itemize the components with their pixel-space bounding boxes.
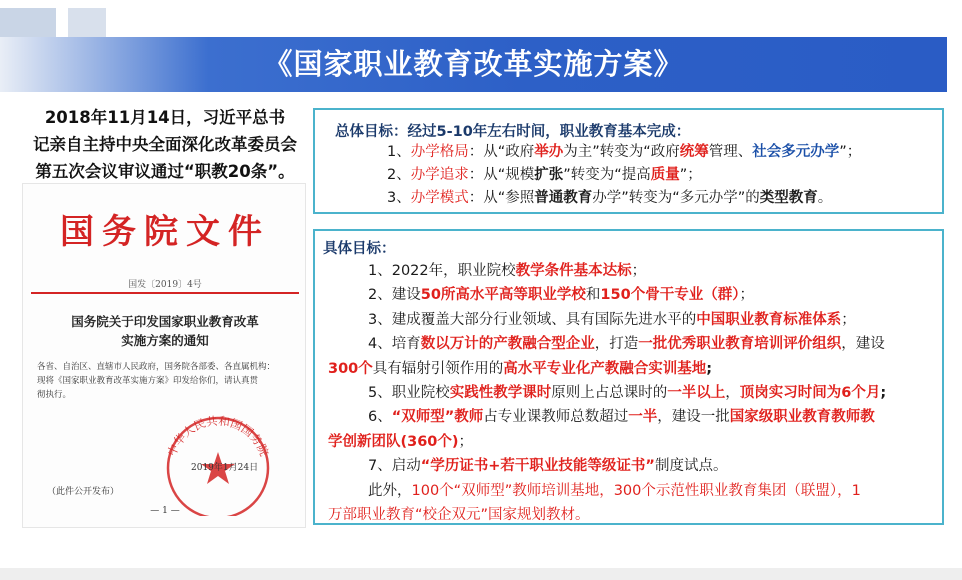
item-number: 2、 [387, 167, 411, 183]
overall-goal-item [387, 164, 702, 186]
document-number: 国发〔2019〕4号 [128, 280, 202, 290]
intro-note-line: 记亲自主持中央全面深化改革委员会 [33, 135, 297, 154]
emphasis: 50所高水平高等职业学校 [420, 287, 586, 304]
document-heading-line: 国务院关于印发国家职业教育改革 [71, 314, 259, 329]
document-heading [23, 312, 307, 350]
overall-goals-heading: 总体目标：经过5-10年左右时间，职业教育基本完成： [335, 124, 691, 140]
text-span: 办学”转变为“多元办学”的 [592, 190, 760, 206]
text-span: 此外， [368, 482, 412, 499]
text-span: 6、 [368, 409, 392, 426]
text-span: 为主”转变为“政府 [563, 144, 680, 160]
text-span: ”； [679, 167, 702, 183]
highlight: 100个“双师型”教师培训基地，300个示范性职业教育集团（联盟），1 [411, 482, 861, 499]
emphasis: 实践性教学课时 [449, 385, 552, 402]
emphasis: 国家级职业教育教师教 [729, 409, 875, 426]
page-title: 《国家职业教育改革实施方案》 [263, 47, 684, 81]
intro-note [24, 104, 306, 185]
text-span: ; [706, 360, 713, 377]
state-council-document-image [22, 183, 306, 528]
specific-goal-item [328, 283, 935, 307]
text-span: 。 [817, 190, 833, 206]
text-span: 占专业课教师总数超过 [483, 409, 629, 426]
text-span: 和 [585, 287, 601, 304]
emphasis: 一批优秀职业教育培训评价组织 [638, 336, 842, 353]
specific-goals-list [328, 259, 935, 527]
emphasis: 数以万计的产教融合型企业 [420, 336, 595, 353]
text-span: ； [458, 433, 474, 450]
text-span: 5、职业院校 [368, 385, 450, 402]
emphasis: 普通教育 [534, 190, 593, 206]
specific-goal-continuation [328, 430, 935, 454]
emphasis: “双师型”教师 [391, 409, 484, 426]
emphasis: 高水平专业化产教融合实训基地 [503, 360, 707, 377]
item-number: 3、 [387, 190, 411, 206]
text-span: 7、启动 [368, 458, 421, 475]
specific-goal-item [328, 405, 935, 429]
text-span: ，建设一批 [657, 409, 730, 426]
emphasis: 中国职业教育标准体系 [696, 311, 842, 328]
document-red-rule [31, 292, 299, 294]
goal-label: 办学追求 [410, 167, 469, 183]
text-span: ，建设 [841, 336, 885, 353]
decorative-square [68, 8, 106, 38]
emphasis: 一半 [628, 409, 658, 426]
text-span: ， [725, 385, 740, 402]
specific-goals-heading: 具体目标： [323, 241, 396, 257]
document-body-line: 现将《国家职业教育改革实施方案》印发给你们，请认真贯 [37, 376, 259, 386]
text-span: ； [739, 287, 754, 304]
item-number: 1、 [387, 144, 411, 160]
emphasis: 类型教育 [759, 190, 818, 206]
overall-goal-item [387, 141, 861, 163]
overall-goals-box [313, 108, 944, 214]
emphasis: 150个骨干专业（群） [600, 287, 740, 304]
text-span: 管理、 [708, 144, 753, 160]
specific-goals-box [313, 229, 944, 525]
frame-bottom-strip [0, 568, 962, 580]
text-span: ； [631, 263, 647, 279]
decorative-square [0, 8, 56, 38]
document-heading-line: 实施方案的通知 [121, 333, 209, 348]
emphasis: 社会多元办学 [752, 144, 840, 160]
text-span: ”； [839, 144, 862, 160]
document-public-note: （此件公开发布） [47, 487, 120, 497]
specific-goal-continuation [328, 357, 935, 381]
text-span: ; [880, 385, 887, 402]
specific-goal-continuation [328, 503, 935, 527]
emphasis: 举办 [534, 144, 564, 160]
specific-goal-item [328, 259, 935, 283]
text-span: 原则上占总课时的 [551, 385, 668, 402]
specific-goal-item [328, 479, 935, 503]
emphasis: 300个 [328, 360, 373, 377]
specific-goal-item [328, 332, 935, 356]
specific-goal-item [328, 381, 935, 405]
intro-note-line: 第五次会议审议通过“职教20条”。 [35, 162, 295, 181]
intro-note-line: 2018年11月14日，习近平总书 [44, 108, 286, 127]
emphasis: 学创新团队(360个) [328, 433, 459, 450]
svg-text:中华人民共和国国务院: 中华人民共和国国务院 [164, 413, 272, 459]
goal-label: 办学格局 [410, 144, 469, 160]
emphasis: 顶岗实习时间为6个月 [739, 385, 881, 402]
highlight: 万部职业教育“校企双元”国家规划教材。 [328, 507, 590, 524]
text-span: 2、建设 [368, 287, 421, 304]
document-page-number: — 1 — [150, 506, 180, 516]
emphasis: 统筹 [679, 144, 709, 160]
text-span: 1、2022年，职业院校 [368, 263, 516, 279]
emphasis: 扩张 [534, 167, 564, 183]
document-title: 国务院文件 [60, 212, 270, 252]
emphasis: 质量 [650, 167, 680, 183]
text-span: ”转变为“提高 [563, 167, 651, 183]
text-span: ：从“政府 [468, 144, 535, 160]
document-body-line: 彻执行。 [37, 390, 72, 400]
specific-goal-item [328, 308, 935, 332]
text-span: ，打造 [594, 336, 639, 353]
text-span: 制度试点。 [654, 458, 728, 475]
text-span: ； [841, 311, 856, 328]
emphasis: “学历证书+若干职业技能等级证书” [420, 458, 655, 475]
goal-label: 办学模式 [410, 190, 469, 206]
text-span: ：从“规模 [468, 167, 535, 183]
document-body-line: 各省、自治区、直辖市人民政府，国务院各部委、各直属机构： [37, 362, 276, 372]
specific-goal-item [328, 454, 935, 478]
text-span: 4、培育 [368, 336, 421, 353]
document-body [37, 360, 295, 402]
text-span: 3、建成覆盖大部分行业领域、具有国际先进水平的 [368, 311, 697, 328]
text-span: ：从“参照 [468, 190, 535, 206]
emphasis: 教学条件基本达标 [515, 263, 632, 279]
document-date: 2019年1月24日 [191, 463, 259, 473]
overall-goal-item [387, 187, 832, 209]
text-span: 具有辐射引领作用的 [372, 360, 504, 377]
emphasis: 一半以上 [667, 385, 726, 402]
